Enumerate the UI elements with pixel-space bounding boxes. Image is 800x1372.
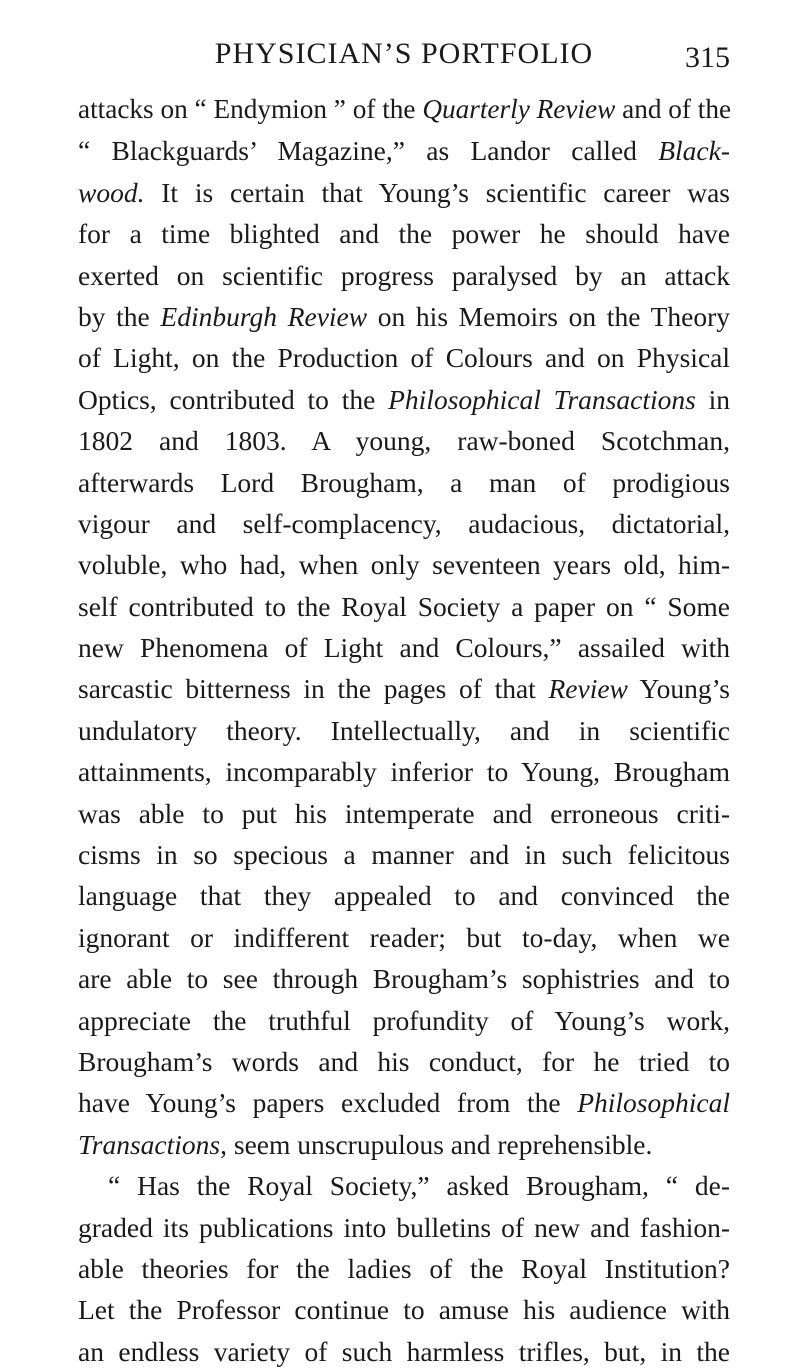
text-line	[78, 1082, 730, 1123]
text-segment: are able to see through Brougham’s sophistries and to	[78, 963, 730, 995]
text-line	[78, 1289, 730, 1330]
text-segment: vigour and self-complacency, audacious, dictatorial,	[78, 507, 730, 539]
text-segment: Let the Professor continue to amuse his audience with	[78, 1294, 730, 1326]
text-line	[78, 834, 730, 875]
text-segment: self contributed to the Royal Society a paper on “ Some	[78, 590, 730, 622]
text-line	[78, 1248, 730, 1289]
text-segment: in	[695, 383, 731, 415]
text-segment: have Young’s papers excluded from the	[78, 1087, 578, 1119]
text-line	[78, 255, 730, 296]
italic-text: wood.	[78, 176, 145, 208]
text-segment: for a time blighted and the power he should have	[78, 218, 730, 250]
text-segment: undulatory theory. Intellectually, and in scientific	[78, 714, 730, 746]
text-segment: Brougham’s words and his conduct, for he tried to	[78, 1045, 730, 1077]
text-line	[78, 1000, 730, 1041]
text-segment: on his Memoirs on the Theory	[367, 300, 730, 332]
text-line	[78, 172, 730, 213]
text-line	[78, 751, 730, 792]
text-line	[78, 379, 730, 420]
text-line	[78, 793, 730, 834]
text-segment: “ Has the Royal Society,” asked Brougham, “ de-	[108, 1170, 730, 1202]
page-number: 315	[685, 41, 730, 74]
text-segment: was able to put his intemperate and erroneous criti-	[78, 797, 730, 829]
text-segment: an endless variety of such harmless trifles, but, in the	[78, 1335, 730, 1367]
body-text	[78, 89, 730, 1372]
text-line	[78, 586, 730, 627]
text-line	[78, 420, 730, 461]
italic-text: Quarterly Review	[422, 94, 616, 124]
text-segment: sarcastic bitterness in the pages of that	[78, 673, 549, 705]
text-segment: voluble, who had, when only seventeen years old, him-	[78, 549, 730, 581]
text-line	[78, 337, 730, 378]
running-head	[78, 28, 730, 78]
text-line	[78, 462, 730, 503]
text-line	[78, 89, 730, 130]
italic-text: Review	[548, 673, 628, 705]
text-line	[78, 544, 730, 585]
text-line	[78, 1165, 730, 1206]
text-segment: , seem unscrupulous and reprehensible.	[220, 1128, 653, 1160]
italic-text: Edinburgh Review	[160, 300, 368, 332]
text-line	[78, 875, 730, 916]
text-line	[78, 503, 730, 544]
text-segment: exerted on scientific progress paralysed by an attack	[78, 259, 730, 291]
text-line	[78, 1331, 730, 1372]
text-line	[78, 668, 730, 709]
text-line	[78, 958, 730, 999]
text-segment: attacks on “ Endymion ” of the	[78, 94, 423, 124]
text-segment: cisms in so specious a manner and in such felicitous	[78, 839, 730, 871]
text-segment: and of the	[615, 94, 732, 124]
text-segment: of Light, on the Production of Colours and on Physical	[78, 342, 730, 374]
text-line	[78, 296, 730, 337]
text-segment: It is certain that Young’s scientific career was	[144, 176, 730, 208]
text-line	[78, 130, 730, 171]
text-segment: new Phenomena of Light and Colours,” assailed with	[78, 632, 730, 664]
italic-text: Philosophical Transactions	[388, 383, 696, 415]
text-segment: Young’s	[627, 673, 730, 705]
text-segment: afterwards Lord Brougham, a man of prodigious	[78, 466, 730, 498]
text-segment: graded its publications into bulletins of new and fashion-	[78, 1211, 730, 1243]
italic-text: Transactions	[78, 1128, 221, 1160]
text-line	[78, 213, 730, 254]
text-segment: 1802 and 1803. A young, raw-boned Scotchman,	[78, 425, 730, 457]
text-segment: “ Blackguards’ Magazine,” as Landor called	[78, 135, 659, 167]
text-segment: Optics, contributed to the	[78, 383, 389, 415]
text-line	[78, 710, 730, 751]
text-line	[78, 917, 730, 958]
text-segment: by the	[78, 300, 161, 332]
text-line	[78, 1041, 730, 1082]
text-line	[78, 1207, 730, 1248]
text-segment: able theories for the ladies of the Royal Institution?	[78, 1252, 730, 1284]
italic-text: Black-	[658, 135, 730, 167]
text-line	[78, 627, 730, 668]
text-line	[78, 1124, 730, 1165]
text-segment: language that they appealed to and convinced the	[78, 880, 730, 912]
italic-text: Philosophical	[577, 1087, 730, 1119]
running-title: PHYSICIAN’S PORTFOLIO	[214, 37, 594, 70]
text-segment: attainments, incomparably inferior to Young, Brougham	[78, 756, 730, 788]
text-segment: ignorant or indifferent reader; but to-day, when we	[78, 921, 730, 953]
text-segment: appreciate the truthful profundity of Young’s work,	[78, 1004, 730, 1036]
